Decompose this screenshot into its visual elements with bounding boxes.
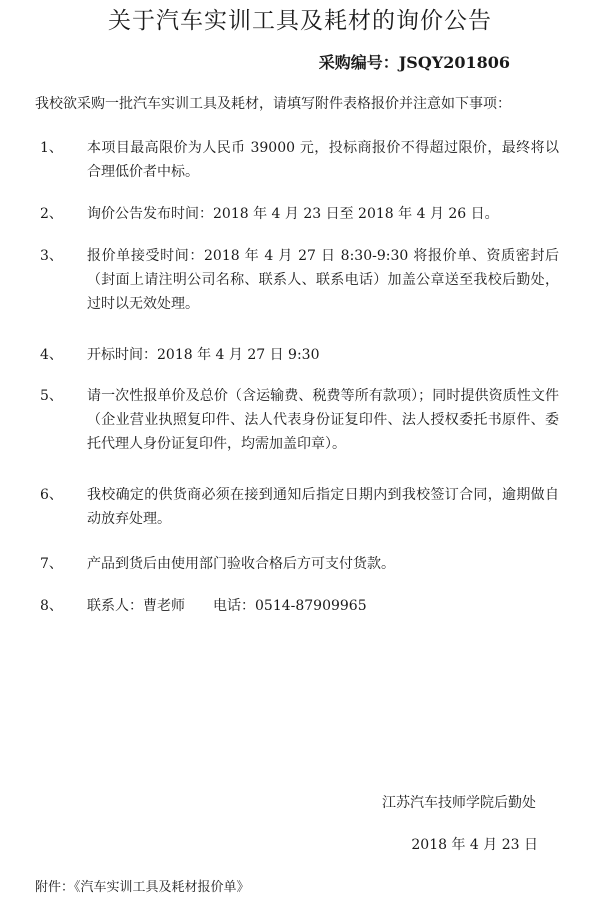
item-number: 4、 xyxy=(40,347,63,363)
item-text: 开标时间：2018 年 4 月 27 日 9:30 xyxy=(87,347,320,363)
item-text: 联系人：曹老师 电话：0514-87909965 xyxy=(87,598,367,614)
item-text: 请一次性报单价及总价（含运输费、税费等所有款项）；同时提供资质性文件（企业营业执照复印件、法人代表身份证复印件、法人授权委托书原件、委托代理人身份证复印件，均需加盖印章）。 xyxy=(87,388,559,452)
item-number: 5、 xyxy=(40,388,63,404)
item-number: 8、 xyxy=(40,598,63,614)
item-text: 询价公告发布时间：2018 年 4 月 23 日至 2018 年 4 月 26 日。 xyxy=(87,206,499,222)
item-text: 本项目最高限价为人民币 39000 元，投标商报价不得超过限价，最终将以合理低价者中标。 xyxy=(87,140,559,180)
item-number: 7、 xyxy=(40,556,63,572)
purchase-code: 采购编号：JSQY201806 xyxy=(318,53,510,72)
intro-paragraph: 我校欲采购一批汽车实训工具及耗材，请填写附件表格报价并注意如下事项： xyxy=(35,96,511,112)
document-title: 关于汽车实训工具及耗材的询价公告 xyxy=(108,8,492,34)
signature-date: 2018 年 4 月 23 日 xyxy=(411,837,538,853)
signature-organization: 江苏汽车技师学院后勤处 xyxy=(382,795,536,811)
item-number: 3、 xyxy=(40,248,63,264)
item-number: 1、 xyxy=(40,140,63,156)
item-text: 报价单接受时间：2018 年 4 月 27 日 8:30-9:30 将报价单、资质密封后（封面上请注明公司名称、联系人、联系电话）加盖公章送至我校后勤处，过时以无效处理。 xyxy=(87,248,559,312)
item-number: 2、 xyxy=(40,206,63,222)
item-text: 我校确定的供货商必须在接到通知后指定日期内到我校签订合同，逾期做自动放弃处理。 xyxy=(87,487,559,527)
item-text: 产品到货后由使用部门验收合格后方可支付货款。 xyxy=(87,556,395,572)
attachment-note: 附件：《汽车实训工具及耗材报价单》 xyxy=(35,880,250,895)
item-number: 6、 xyxy=(40,487,63,503)
